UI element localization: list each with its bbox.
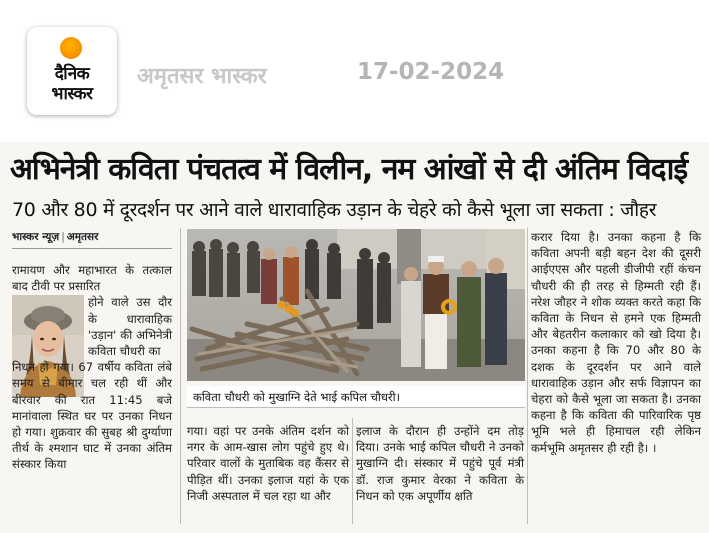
page-header — [0, 0, 709, 142]
column-divider — [527, 228, 528, 524]
byline-city: अमृतसर — [66, 231, 99, 243]
article-headline: अभिनेत्री कविता पंचतत्व में विलीन, नम आंखों से दी अंतिम विदाई — [10, 152, 688, 187]
logo-text-line1: दैनिक — [54, 64, 90, 84]
byline-divider — [12, 248, 172, 249]
article-subheadline: 70 और 80 में दूरदर्शन पर आने वाले धारावाहिक उड़ान के चेहरे को कैसे भूला जा सकता : जौहर — [12, 199, 657, 221]
column-divider — [352, 418, 353, 524]
column-1-intro: रामायण और महाभारत के तत्काल बाद टीवी पर प्रसारित — [12, 263, 172, 294]
logo-text-line2: भास्कर — [51, 84, 93, 104]
article-column-3 — [356, 423, 524, 504]
column-divider — [180, 228, 181, 524]
byline-source: भास्कर न्यूज़ — [12, 231, 60, 243]
column-1-body: निधन हो गया। 67 वर्षीय कविता लंबे समय से बीमार चल रही थीं और बीरवार की रात 11:45 बजे मानांवाला स्थित घर पर उनका निधन हो गया। शुक्रवार की सुबह श्री दुर्ग्याणा तीर्थ के श्मशान घाट में उनका अंतिम संस्कार किया — [12, 360, 172, 472]
article-column-2 — [187, 423, 349, 504]
article-byline: भास्कर न्यूज़ | अमृतसर — [12, 231, 99, 243]
column-3-body: इलाज के दौरान ही उन्होंने दम तोड़ दिया। उनके भाई कपिल चौधरी ने उनको मुखाग्नि दी। संस्कार में पहुंचे पूर्व मंत्री डॉ. राज कुमार वेरका ने कविता के निधन को एक अपूर्णीय क्षति — [356, 424, 524, 503]
cremation-photo — [187, 229, 525, 381]
article-column-4 — [531, 229, 701, 456]
edition-date: 17-02-2024 — [357, 59, 505, 85]
column-4-body: करार दिया है। उनका कहना है कि कविता अपनी बड़ी बहन देश की दूसरी आईएएस और पहली डीजीपी रहीं कंचन चौधरी की ही तरह से हिम्मती रही हैं। नरेश जौहर ने शोक व्यक्त करते कहा कि कविता के निधन से हमने एक हिम्मती और बेहतरीन कलाकार को खो दिया है। उनका कहना है कि 70 और 80 के दशक के दूरदर्शन पर आने वाले धारावाहिक उड़ान और सर्फ विज्ञापन का चेहरा को कैसे भूला जा सकता है। उनका कहना है कि कविता की पारिवारिक पृष्ठ भूमि भले ही हिमाचल रही लेकिन कर्मभूमि अमृतसर ही रही है। । — [531, 230, 701, 455]
newspaper-logo — [27, 27, 117, 115]
article-column-1 — [12, 262, 172, 473]
photo-caption: कविता चौधरी को मुखाग्नि देते भाई कपिल चौधरी। — [187, 386, 525, 408]
column-1-wrap-text: होने वाले उस दौर के धारावाहिक 'उड़ान' की अभिनेत्री कविता चौधरी का — [88, 295, 172, 359]
edition-name: अमृतसर भास्कर — [137, 64, 267, 89]
sun-icon — [60, 37, 82, 59]
column-2-body: गया। वहां पर उनके अंतिम दर्शन को नगर के आम-खास लोग पहुंचे हुए थे। परिवार वालों के मुताबिक वह कैंसर से पीड़ित थीं। उनका इलाज यहां के एक निजी अस्पताल में चल रहा था और — [187, 424, 349, 503]
